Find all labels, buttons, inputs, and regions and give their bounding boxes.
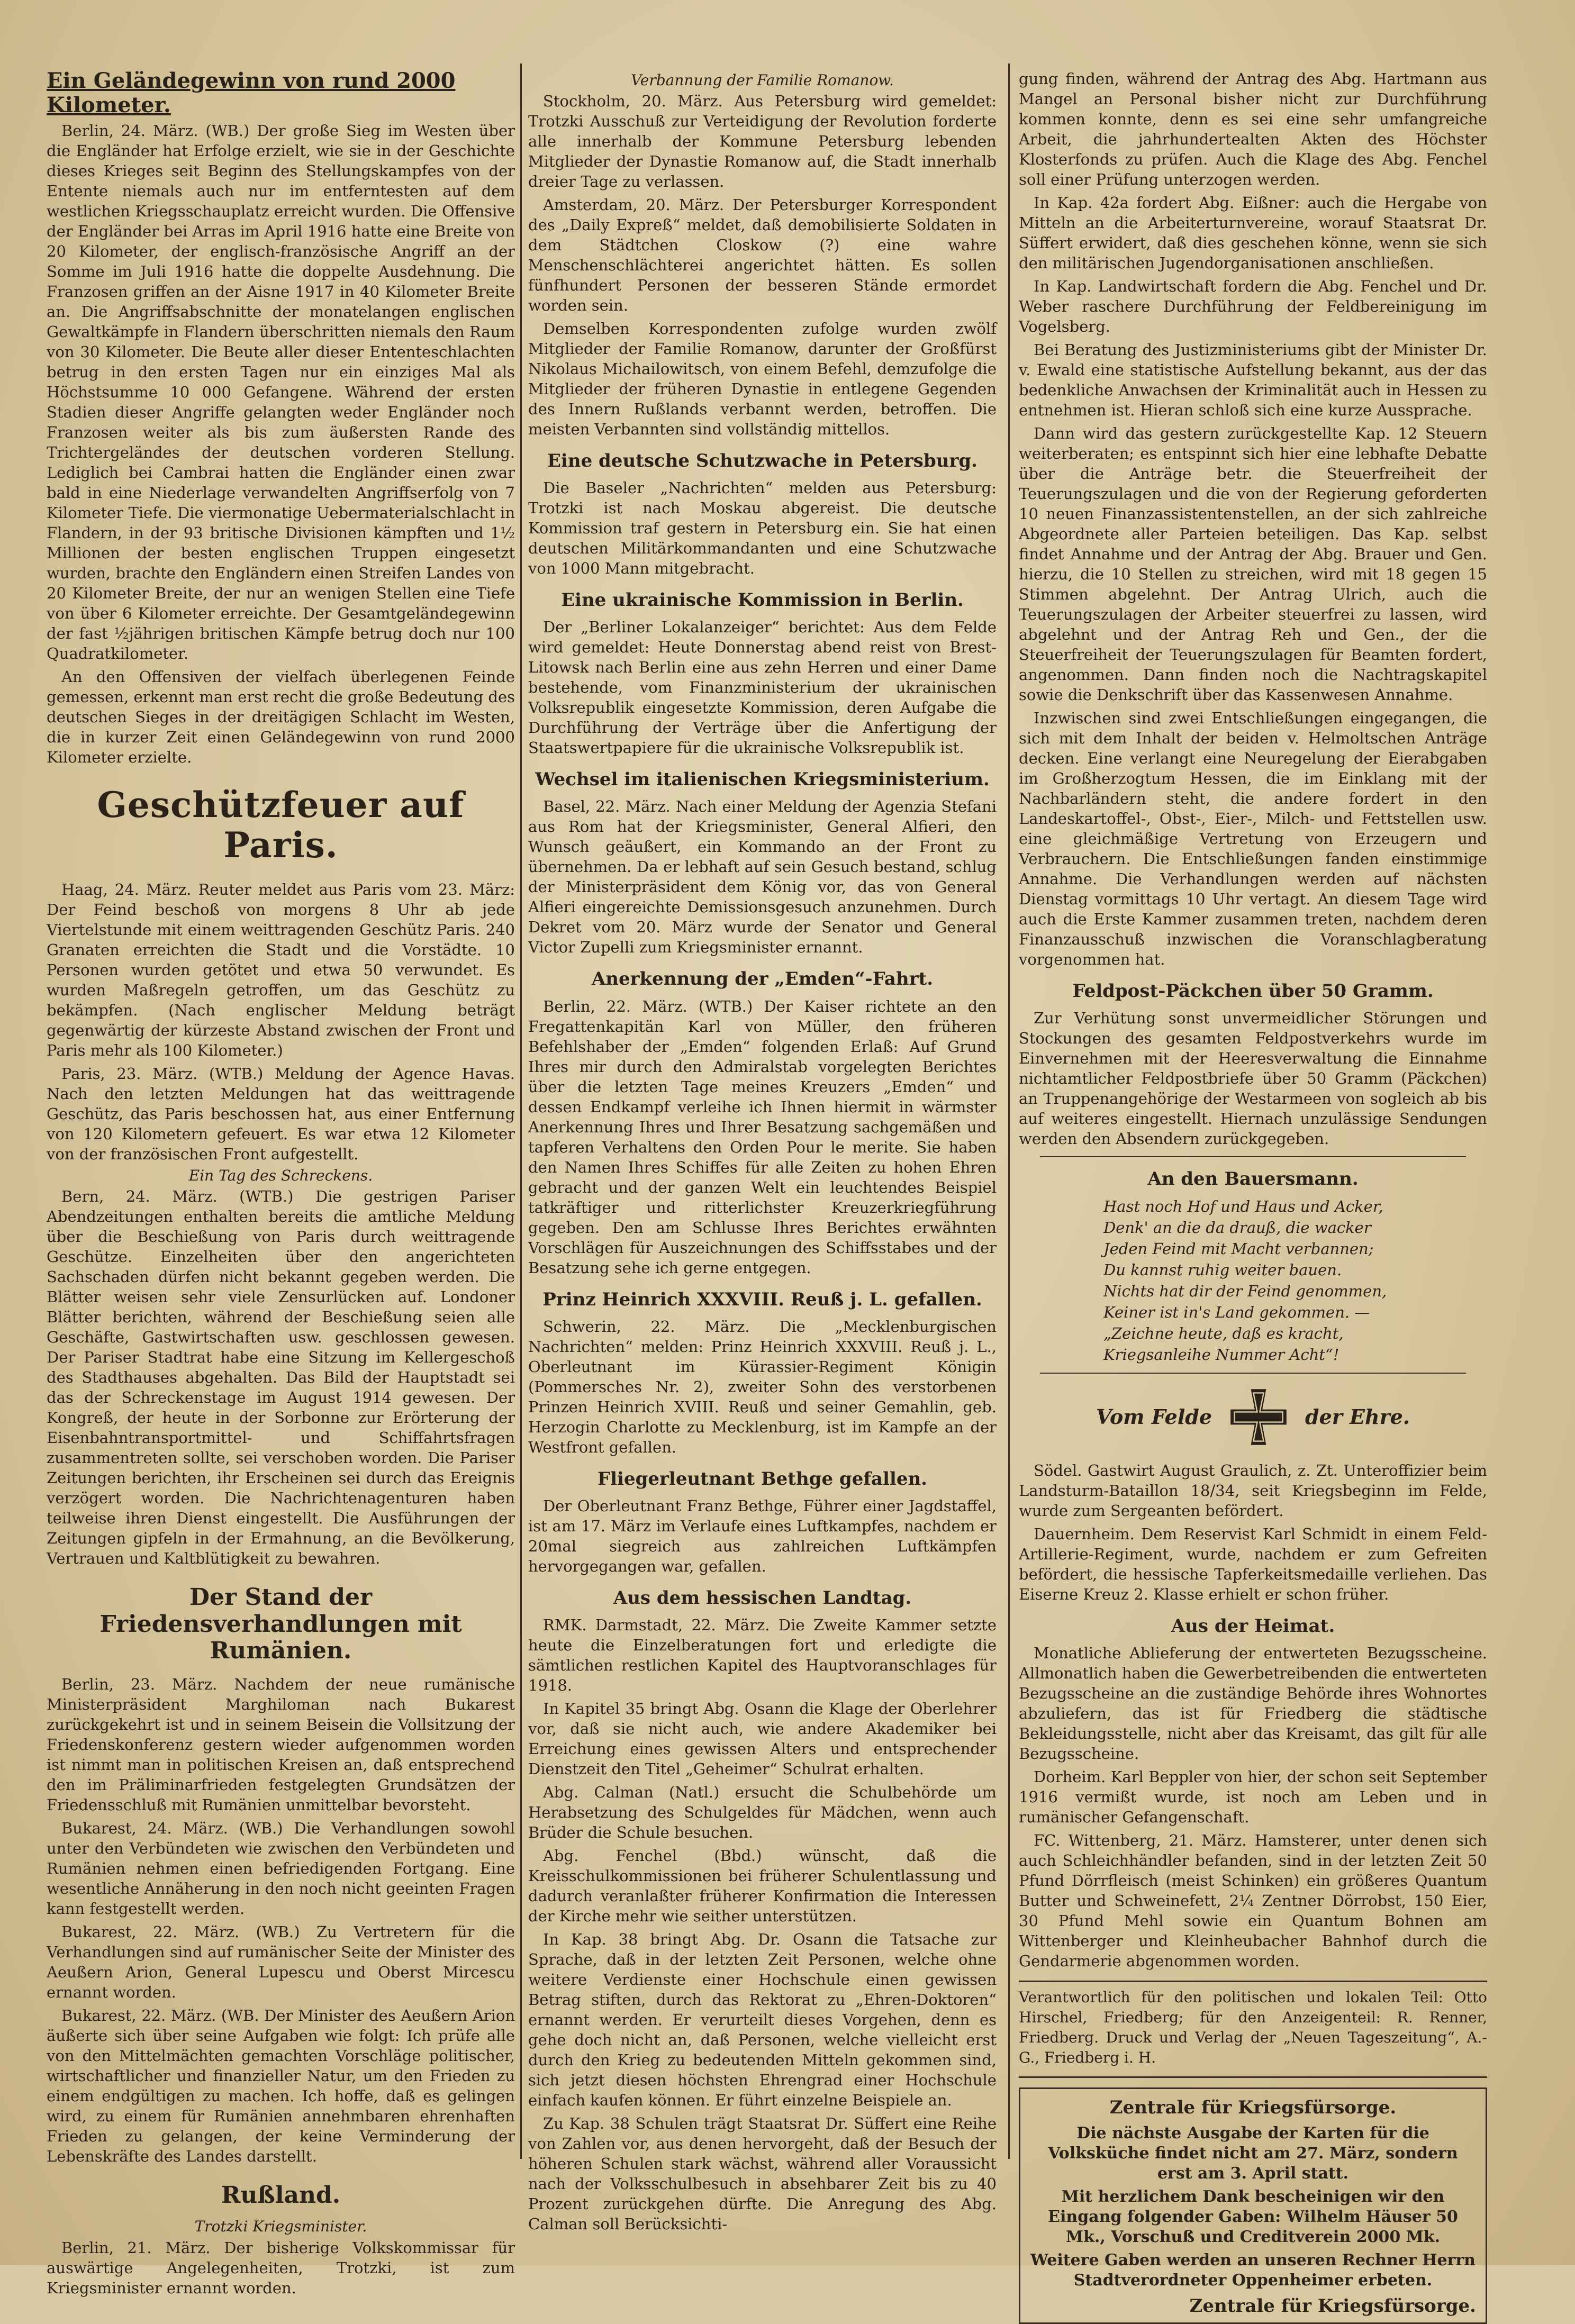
headline: Aus der Heimat.: [1171, 1615, 1335, 1637]
ad-text: Mit herzlichem Dank bescheinigen wir den Eingang folgender Gaben: Wilhelm Häuser 50 Mk., Vorschuß und Creditverein 2000 Mk.: [1048, 2187, 1458, 2247]
poem-line: Keiner ist in's Land gekommen. —: [1103, 1303, 1370, 1322]
honor-header: [1019, 1385, 1487, 1449]
article-paragraph: Berlin, 22. März. (WTB.) Der Kaiser richtete an den Fregattenkapitän Karl von Müller, den früheren Befehlshaber der „Emden“ folgenden Erlaß: Auf Grund Ihres mir durch den Admiralstab vorgelegten Berichtes über die letzten Tage meines Kreuzers „Emden“ und dessen Endkampf verleihe ich Ihnen hiermit in wärmster Anerkennung Ihres und Ihrer Besatzung sachgemäßen und tapferen Verhaltens den Orden Pour le merite. Sie haben den Namen Ihres Schiffes für alle Zeiten zu hohen Ehren gebracht und der ganzen Welt ein leuchtendes Beispiel tatkräftiger und ritterlichster Kreuzerkriegführung gegeben. Den am Schlusse Ihres Berichtes erwähnten Vorschlägen für Auszeichnungen des Schiffsstabes und der Besatzung sehe ich gerne entgegen.: [528, 997, 997, 1277]
ad-text: Die nächste Ausgabe der Karten für die Volksküche findet nicht am 27. März, sondern erst am 3. April statt.: [1048, 2124, 1458, 2183]
headline: Prinz Heinrich XXXVIII. Reuß j. L. gefallen.: [542, 1288, 982, 1310]
honor-header-right: der Ehre.: [1305, 1405, 1410, 1429]
headline: Eine ukrainische Kommission in Berlin.: [561, 589, 964, 611]
article-paragraph: Basel, 22. März. Nach einer Meldung der Agenzia Stefani aus Rom hat der Kriegsminister, General Alfieri, den Wunsch geäußert, ein Kommando an der Front zu übernehmen. Da er lebhaft auf sein Gesuch bestand, schlug der Ministerpräsident dem König vor, das von General Alfieri eingereichte Demissionsgesuch anzunehmen. Durch Dekret vom 20. März wurde der Senator und General Victor Zupelli zum Kriegsminister ernannt.: [528, 797, 997, 957]
headline: Eine deutsche Schutzwache in Petersburg.: [547, 450, 977, 472]
headline: Feldpost-Päckchen über 50 Gramm.: [1072, 981, 1434, 1002]
article-paragraph: In Kap. 42a fordert Abg. Eißner: auch die Hergabe von Mitteln an die Arbeiterturnvereine, worauf Staatsrat Dr. Süffert erwidert, daß dies geschehen könne, wenn sie sich den militärischen Jugendorganisationen anschließen.: [1019, 194, 1487, 272]
poem-line: „Zeichne heute, daß es kracht,: [1103, 1324, 1344, 1343]
article-paragraph: In Kap. 38 bringt Abg. Dr. Osann die Tatsache zur Sprache, daß in der letzten Zeit Personen, welche ohne weitere Verdienste einer Hochschule einen gewissen Betrag stiften, durch das Rektorat zu „Ehren-Doktoren“ ernannt werden. Er verurteilt dieses Vorgehen, denn es gehe doch nicht an, daß Personen, welche vielleicht erst durch den Krieg zu bedeutenden Mitteln gekommen sind, sich jetzt diesen höchsten Ehrengrad einer Hochschule einfach kaufen können. Er führt einzelne Beispiele an.: [528, 1930, 997, 2109]
article-paragraph: Berlin, 24. März. (WB.) Der große Sieg im Westen über die Engländer hat Erfolge erzielt, wie sie in der Geschichte dieses Krieges seit Beginn des Stellungskampfes von der Entente niemals auch nur im entferntesten auf dem westlichen Kriegsschauplatz erreicht wurden. Die Offensive der Engländer bei Arras im April 1916 hatte eine Breite von 20 Kilometer, der englisch-französische Angriff an der Somme im Juli 1916 hatte die doppelte Ausdehnung. Die Franzosen griffen an der Aisne 1917 in 40 Kilometer Breite an. Die Angriffsabschnitte der monatelangen englischen Gewaltkämpfe in Flandern überschritten niemals den Raum von 30 Kilometer. Die Beute aller dieser Ententeschlachten betrug in den ersten Tagen nur ein einziges Mal als Höchstsumme 10 000 Gefangene. Während der ersten Stadien dieser Angriffe gelangten weder Engländer noch Franzosen weiter als bis zum äußersten Rande des Trichtergeländes der deutschen vorderen Stellung. Lediglich bei Cambrai hatten die Engländer einen zwar bald in eine Niederlage verwandelten Angriffserfolg von 7 Kilometer Tiefe. Die viermonatige Uebermaterialschlacht in Flandern, in der 93 britische Divisionen kämpften und 1½ Millionen der besten englischen Truppen eingesetzt wurden, brachte den Engländern einen Streifen Landes von 20 Kilometer Breite, der nur an wenigen Stellen eine Tiefe von über 6 Kilometer erreichte. Der Gesamtgeländegewinn der fast ½jährigen britischen Kämpfe betrug doch nur 100 Quadratkilometer.: [47, 122, 515, 662]
ad-signature: Zentrale für Kriegsfürsorge.: [1189, 2295, 1476, 2317]
poem-line: Du kannst ruhig weiter bauen.: [1103, 1261, 1342, 1279]
article-paragraph: Abg. Calman (Natl.) ersucht die Schulbehörde um Herabsetzung des Schulgeldes für Mädchen, wenn auch Brüder die Schule besuchen.: [528, 1783, 997, 1841]
poem-line: Jeden Feind mit Macht verbannen;: [1103, 1240, 1374, 1258]
advertisement-box: [1019, 2087, 1487, 2324]
column-2: [528, 69, 997, 2249]
article-paragraph: In Kap. Landwirtschaft fordern die Abg. Fenchel und Dr. Weber raschere Durchführung der Feldbereinigung im Vogelsberg.: [1019, 277, 1487, 335]
subheadline: Verbannung der Familie Romanow.: [631, 71, 894, 89]
article-paragraph: Zu Kap. 38 Schulen trägt Staatsrat Dr. Süffert eine Reihe von Zahlen vor, aus denen hervorgeht, daß der Besuch der höheren Schulen stark wächst, während aller Voraussicht nach der Volksschulbesuch in absehbarer Zeit bis zu 40 Prozent zurückgehen dürfte. Die Anregung des Abg. Calman soll Berücksichti-: [528, 2114, 997, 2233]
article-paragraph: Dauernheim. Dem Reservist Karl Schmidt in einem Feld-Artillerie-Regiment, wurde, nachdem er zum Gefreiten befördert, die hessische Tapferkeitsmedaille verliehen. Das Eiserne Kreuz 2. Klasse erhielt er schon früher.: [1019, 1525, 1487, 1604]
honor-header-left: Vom Felde: [1096, 1405, 1212, 1429]
article-paragraph: Stockholm, 20. März. Aus Petersburg wird gemeldet: Trotzki Ausschuß zur Verteidigung der Revolution forderte alle innerhalb der Kommune Petersburg lebenden Mitglieder der Dynastie Romanow auf, die Stadt innerhalb dreier Tage zu verlassen.: [528, 92, 997, 191]
article-paragraph: An den Offensiven der vielfach überlegenen Feinde gemessen, erkennt man erst recht die große Bedeutung des deutschen Sieges in der dreitägigen Schlacht im Westen, die in kurzer Zeit einen Geländegewinn von rund 2000 Kilometer erzielte.: [47, 668, 515, 766]
column-rule: [1008, 63, 1010, 2159]
poem-line: Nichts hat dir der Feind genommen,: [1103, 1282, 1387, 1301]
subheadline: Trotzki Kriegsminister.: [194, 2218, 367, 2236]
article-paragraph: Berlin, 23. März. Nachdem der neue rumänische Ministerpräsident Marghiloman nach Bukarest zurückgekehrt ist und in seinem Beisein die Vollsitzung der Friedenskonferenz gestern wieder aufgenommen worden ist nimmt man in politischen Kreisen an, daß entsprechend den im Präliminarfrieden festgelegten Grundsätzen der Friedensschluß mit Rumänien unmittelbar bevorsteht.: [47, 1675, 515, 1814]
article-paragraph: Dann wird das gestern zurückgestellte Kap. 12 Steuern weiterberaten; es entspinnt sich hier eine lebhafte Debatte über die Anträge betr. die Steuerfreiheit der Teuerungszulagen und die von der Regierung geforderten 10 neuen Finanzassistentenstellen, an der sich zahlreiche Abgeordnete aller Parteien beteiligen. Das Kap. selbst findet Annahme und der Antrag der Abg. Brauer und Gen. hierzu, die 10 Stellen zu streichen, wird mit 18 gegen 15 Stimmen abgelehnt. Der Antrag Ulrich, auch die Teuerungszulagen der Arbeiter steuerfrei zu lassen, wird abgelehnt und der Antrag Reh und Gen., der die Steuerfreiheit der Teuerungszulagen für Beamten fordert, angenommen. Dann finden noch die Nachtragskapitel sowie die Denkschrift über das Kassenwesen Annahme.: [1019, 424, 1487, 704]
ad-text: Weitere Gaben werden an unseren Rechner Herrn Stadtverordneter Oppenheimer erbeten.: [1030, 2251, 1476, 2290]
article-paragraph: Die Baseler „Nachrichten“ melden aus Petersburg: Trotzki ist nach Moskau abgereist. Die deutsche Kommission traf gestern in Petersburg ein. Sie hat einen deutschen Militärkommandanten und eine Schutzwache von 1000 Mann mitgebracht.: [528, 479, 997, 578]
article-paragraph: Schwerin, 22. März. Die „Mecklenburgischen Nachrichten“ melden: Prinz Heinrich XXXVIII. Reuß j. L., Oberleutnant im Kürassier-Regiment Königin (Pommersches Nr. 2), zweiter Sohn des verstorbenen Prinzen Heinrich XVIII. Reuß und seiner Gemahlin, geb. Herzogin Charlotte zu Mecklenburg, ist im Kampfe an der Westfront gefallen.: [528, 1317, 997, 1456]
headline: Aus dem hessischen Landtag.: [613, 1587, 912, 1609]
column-3: [1019, 69, 1487, 2317]
divider: [1040, 1156, 1466, 1157]
article-paragraph: Demselben Korrespondenten zufolge wurden zwölf Mitglieder der Familie Romanow, darunter der Großfürst Nikolaus Michailowitsch, von einem Befehl, demzufolge die Mitglieder der früheren Dynastie in entlegene Gegenden des Innern Rußlands verbannt werden, betroffen. Die meisten Verbannten sind vollständig mittellos.: [528, 320, 997, 439]
headline: Der Stand der Friedensverhandlungen mit Rumänien.: [99, 1583, 462, 1665]
ad-title: Zentrale für Kriegsfürsorge.: [1109, 2097, 1397, 2119]
poem-line: Denk' an die da drauß, die wacker: [1103, 1219, 1371, 1237]
article-paragraph: gung finden, während der Antrag des Abg. Hartmann aus Mangel an Personal bisher nicht zur Durchführung kommen konnte, denn es sei eine sehr umfangreiche Arbeit, die jahrhundertealten Akten des Höchster Klosterfonds zu prüfen. Auch die Klage des Abg. Fenchel soll einer Prüfung unterzogen werden.: [1019, 70, 1487, 188]
poem: [1103, 1196, 1487, 1365]
article-paragraph: Zur Verhütung sonst unvermeidlicher Störungen und Stockungen des gesamten Feldpostverkehrs wurde im Einvernehmen mit der Heeresverwaltung die Einnahme nichtamtlicher Feldpostbriefe über 50 Gramm (Päckchen) an Truppenangehörige der Westarmeen von sogleich ab bis auf weiteres eingestellt. Hiernach unzulässige Sendungen werden den Absendern zurückgegeben.: [1019, 1009, 1487, 1148]
headline: Fliegerleutnant Bethge gefallen.: [597, 1468, 928, 1490]
article-paragraph: FC. Wittenberg, 21. März. Hamsterer, unter denen sich auch Schleichhändler befanden, sind in der letzten Zeit 50 Pfund Dörrfleisch (meist Schinken) ein größeres Quantum Butter und Schweinefett, 2¼ Zentner Dörrobst, 150 Eier, 30 Pfund Mehl sowie ein Quantum Bohnen am Wittenberger und Kleinheubacher Bahnhof durch die Gendarmerie abgenommen worden.: [1019, 1831, 1487, 1971]
article-paragraph: Södel. Gastwirt August Graulich, z. Zt. Unteroffizier beim Landsturm-Bataillon 18/34, seit Kriegsbeginn im Felde, wurde zum Sergeanten befördert.: [1019, 1461, 1487, 1520]
imprint-text: Verantwortlich für den politischen und lokalen Teil: Otto Hirschel, Friedberg; für den Anzeigenteil: R. Renner, Friedberg. Druck und Verlag der „Neuen Tageszeitung“, A.-G., Friedberg i. H.: [1019, 1989, 1487, 2067]
article-paragraph: Bukarest, 22. März. (WB. Der Minister des Aeußern Arion äußerte sich über seine Aufgaben wie folgt: Ich prüfe alle von den Mittelmächten gemachten Vorschläge politischer, wirtschaftlicher und finanzieller Natur, um den Frieden zu einem endgültigen zu machen. Ich hoffe, daß es gelingen wird, zu einem für Rumänien annehmbaren ehrenhaften Frieden zu gelangen, der keine Verminderung der Lebenskräfte des Landes darstellt.: [47, 2006, 515, 2165]
article-paragraph: Dorheim. Karl Beppler von hier, der schon seit September 1916 vermißt wurde, ist noch am Leben und in rumänischer Gefangenschaft.: [1019, 1768, 1487, 1827]
poem-line: Kriegsanleihe Nummer Acht“!: [1103, 1346, 1339, 1364]
headline: Geschützfeuer auf Paris.: [97, 784, 465, 866]
imprint: [1019, 1981, 1487, 2078]
divider: [1040, 1373, 1466, 1374]
article-paragraph: Bukarest, 24. März. (WB.) Die Verhandlungen sowohl unter den Verbündeten wie zwischen den Verbündeten und Rumänien nehmen einen befriedigenden Fortgang. Eine wesentliche Annäherung in den noch nicht geeinten Fragen kann festgestellt werden.: [47, 1819, 515, 1918]
article-paragraph: Monatliche Ablieferung der entwerteten Bezugsscheine. Allmonatlich haben die Gewerbetreibenden die entwerteten Bezugsscheine an die zuständige Behörde ihres Wohnortes abzuliefern, das ist für Friedberg die städtische Bekleidungsstelle, nicht aber das Kreisamt, das gilt für alle Bezugsscheine.: [1019, 1644, 1487, 1763]
poem-line: Hast noch Hof und Haus und Acker,: [1103, 1197, 1383, 1216]
article-paragraph: Abg. Fenchel (Bbd.) wünscht, daß die Kreisschulkommissionen bei früherer Schulentlassung und dadurch veranlaßter früherer Konfirmation die Interessen der Kirche mehr wie seither unterstützen.: [528, 1846, 997, 1925]
article-paragraph: Bern, 24. März. (WTB.) Die gestrigen Pariser Abendzeitungen enthalten bereits die amtliche Meldung über die Beschießung von Paris durch weittragende Geschütze. Einzelheiten über den angerichteten Sachschaden dürfen nicht bekannt gegeben werden. Die Blätter weisen sehr viele Zensurlücken auf. Londoner Blätter berichten, während der Beschießung seien alle Geschäfte, Gastwirtschaften usw. geschlossen gewesen. Der Pariser Stadtrat habe eine Sitzung im Kellergeschoß des Stadthauses abgehalten. Das Bild der Hauptstadt sei das der Schreckenstage im August 1914 gewesen. Der Kongreß, der heute in der Sorbonne zur Erörterung der Eisenbahntransportmittel- und Schiffahrtsfragen zusammentreten sollte, sei verschoben worden. Die Pariser Zeitungen berichten, ihr Erscheinen sei durch das Ereignis verzögert worden. Die Nachrichtenagenturen haben teilweise ihren Dienst eingestellt. Die Ausführungen der Zeitungen gipfeln in der Ermahnung, an die Bevölkerung, Vertrauen und Kaltblütigkeit zu bewahren.: [47, 1187, 515, 1567]
headline: Wechsel im italienischen Kriegsministerium.: [535, 769, 990, 791]
headline: Rußland.: [221, 2181, 341, 2209]
article-paragraph: Bei Beratung des Justizministeriums gibt der Minister Dr. v. Ewald eine statistische Aufstellung bekannt, aus der das bedenkliche Anwachsen der Kriminalität auch in Hessen zu entnehmen ist. Hieran schloß sich eine kurze Aussprache.: [1019, 341, 1487, 419]
article-paragraph: RMK. Darmstadt, 22. März. Die Zweite Kammer setzte heute die Einzelberatungen fort und erledigte die sämtlichen restlichen Kapitel des Hauptvoranschlages für 1918.: [528, 1615, 997, 1694]
article-paragraph: Inzwischen sind zwei Entschließungen eingegangen, die sich mit dem Inhalt der beiden v. Helmoltschen Anträge decken. Eine verlangt eine Neuregelung der Eierabgaben im Großherzogtum Hessen, die im Einklang mit der Nachbarländern steht, die andere fordert in den Landeskartoffel-, Obst-, Eier-, Milch- und Fettstellen usw. eine gleichmäßige Vertretung von Erzeugern und Verbrauchern. Die Entschließungen fanden einstimmige Annahme. Die Verhandlungen werden auf nächsten Dienstag vormittags 10 Uhr vertagt. An diesem Tage wird auch die Erste Kammer zusammen treten, nachdem deren Finanzausschuß inzwischen die Voranschlagberatung vorgenommen hat.: [1019, 709, 1487, 968]
iron-cross-icon: [1227, 1385, 1290, 1449]
poem-title: An den Bauersmann.: [1147, 1168, 1359, 1190]
article-paragraph: Amsterdam, 20. März. Der Petersburger Korrespondent des „Daily Expreß“ meldet, daß demobilisierte Soldaten in dem Städtchen Closkow (?) eine wahre Menschenschlächterei angerichtet hätten. Es sollen fünfhundert Personen der besseren Stände ermordet worden sein.: [528, 196, 997, 315]
headline: Anerkennung der „Emden“-Fahrt.: [591, 968, 934, 990]
article-paragraph: Der Oberleutnant Franz Bethge, Führer einer Jagdstaffel, ist am 17. März im Verlaufe eines Luftkampfes, nachdem er 20mal siegreich aus zahlreichen Luftkämpfen hervorgegangen war, gefallen.: [528, 1496, 997, 1575]
column-rule: [520, 63, 522, 2159]
column-1: [47, 68, 515, 2297]
article-paragraph: Bukarest, 22. März. (WB.) Zu Vertretern für die Verhandlungen sind auf rumänischer Seite der Minister des Aeußern Arion, General Lupescu und Oberst Mircescu ernannt worden.: [47, 1922, 515, 2001]
article-paragraph: Der „Berliner Lokalanzeiger“ berichtet: Aus dem Felde wird gemeldet: Heute Donnerstag abend reist von Brest-Litowsk nach Berlin eine aus zehn Herren und einer Dame bestehende, vom Finanzministerium der ukrainischen Volksrepublik eingesetzte Kommission, deren Aufgabe die Durchführung der Verträge über die Anfertigung der Staatswertpapiere für die ukrainische Volksrepublik ist.: [528, 618, 997, 757]
article-paragraph: Paris, 23. März. (WTB.) Meldung der Agence Havas. Nach den letzten Meldungen hat das weittragende Geschütz, das Paris beschossen hat, aus einer Entfernung von 120 Kilometern gefeuert. Es war etwa 12 Kilometer von der französischen Front aufgestellt.: [47, 1064, 515, 1163]
article-paragraph: In Kapitel 35 bringt Abg. Osann die Klage der Oberlehrer vor, daß sie nicht auch, wie andere Akademiker bei Erreichung eines gewissen Alters und entsprechender Dienstzeit den Titel „Geheimer“ Schulrat erhalten.: [528, 1699, 997, 1778]
article-paragraph: Berlin, 21. März. Der bisherige Volkskommissar für auswärtige Angelegenheiten, Trotzki, ist zum Kriegsminister ernannt worden.: [47, 2238, 515, 2297]
article-paragraph: Haag, 24. März. Reuter meldet aus Paris vom 23. März: Der Feind beschoß von morgens 8 Uhr ab jede Viertelstunde mit einem weittragenden Geschütz Paris. 240 Granaten erreichten die Stadt und die Vorstädte. 10 Personen wurden getötet und etwa 50 verwundet. Es wurden Maßregeln getroffen, um das Geschütz zu bekämpfen. (Nach englischer Meldung beträgt gegenwärtig der kürzeste Abstand zwischen der Front und Paris mehr als 100 Kilometer.): [47, 880, 515, 1059]
subheadline: Ein Tag des Schreckens.: [188, 1166, 373, 1184]
headline: Ein Geländegewinn von rund 2000 Kilometer.: [47, 68, 456, 117]
